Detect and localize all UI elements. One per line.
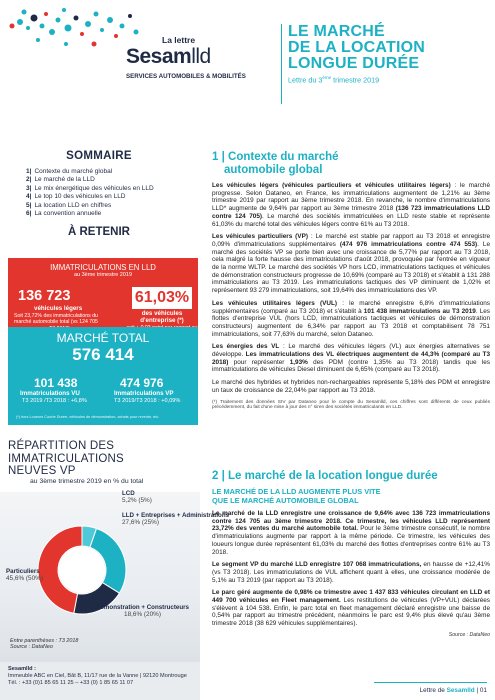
label-lcd: LCD 5,2% (5%) bbox=[122, 490, 152, 504]
marche-total-box bbox=[8, 327, 198, 425]
label-demonstration: Démonstration + Constructeurs 18,6% (20%) bbox=[96, 604, 189, 618]
paragraph: Le segment VP du marché LLD enregistre 107 068 immatriculations, en hausse de +12,41% (vs T3 2018). Les immatriculations de VUL affichent quant à elles, une croissance modérée de 5,1% au T3 2019 (par rapport au T3 2018). bbox=[212, 561, 490, 584]
section2-source: Source : DataNeo bbox=[448, 631, 490, 638]
vp-label: Immatriculations VP bbox=[114, 390, 174, 397]
paragraph: Le parc géré augmente de 0,98% ce trimestre avec 1 437 833 véhicules circulant en LLD et 449 700 véhicules en Fleet management. Les restitutions de véhicules (VP+VUL) déclarées s'élèvent à 104 538. Enfin, le parc total en fleet management déclaré enregistre une baisse de 0,54% par rapport au trimestre précédent, néanmoins le parc est 9,4% plus élevé qu'au 3ème trimestre 2018 (38 629 véhicules supplémentaires). bbox=[212, 589, 490, 628]
section1-title: 1 | Contexte du marché automobile global bbox=[212, 151, 339, 176]
paragraph: Les véhicules légers (véhicules particuliers et véhicules utilitaires légers) : le marché progresse. Selon Dataneo, en France, les immatriculations augmentent de 1,21% au 3ème trimestre 2019 par rapport au 3ème trimestre 2018. En revanche, le nombre d'immatriculations LLD* augmente de 9,64% par rapport au 3ème trimestre 2018 (136 723 immatriculations LLD contre 124 705). Le marché des sociétés immatriculées en LLD reste stable et représente 61,03% du marché total des véhicules légers contre 61% au T3 2018. bbox=[212, 182, 490, 228]
vl-label: véhicules légers bbox=[34, 305, 83, 312]
vl-desc: Soit 23,72% des immatriculations du marché automobile total (vs 124 705 bbox=[14, 313, 98, 326]
paragraph: Les énergies des VL : Le marché des véhicules légers (VL) aux énergies alternatives se développe. Les immatriculations des VL électriques augmentent de 44,3% (comparé au T3 2018) pour représenter 1,93% des PDM (contre 1,35% au T3 2018) tandis que les immatriculations de véhicules Diesel diminuent de 6,65% (comparé au T3 2018). bbox=[212, 343, 490, 374]
issue-label: Lettre du 3ème trimestre 2019 bbox=[288, 75, 380, 85]
immat-subtitle: au 3ème trimestre 2019 bbox=[73, 272, 133, 278]
section1-body bbox=[212, 182, 490, 395]
paragraph: Les véhicules particuliers (VP) : Le marché est stable par rapport au T3 2018 et enregistre 0,09% d'immatriculations supplémentaires (474 976 immatriculations contre 474 553). Le marché des sociétés VP se porte bien avec une croissance de 5,77% par rapport au T3 2018, cela malgré la forte hausse des immatriculations d'août 2018, provoquée par l'entrée en vigueur de la norme WLTP. Le marché des sociétés VP hors LCD, immatriculations tactiques et véhicules de démonstration constructeurs progresse de 10,69% (comparé au T3 2018) et s'établit à 131 288 immatriculations au T3 2019. Les immatriculations tactiques des VP diminuent de 1,02% et représentent 93 279 immatriculations, soit 19,64% des immatriculations des VP. bbox=[212, 233, 490, 295]
section2-title: 2 | Le marché de la location longue durée bbox=[212, 470, 438, 482]
repartition-subtitle: au 3ème trimestre 2019 en % du total bbox=[30, 478, 144, 485]
label-particuliers: Particuliers 45,6% (50%) bbox=[6, 568, 43, 582]
address-block bbox=[0, 662, 200, 700]
newsletter-title bbox=[288, 24, 488, 84]
logo-wordmark: Sesamlld bbox=[126, 45, 211, 68]
chart-source: Entre parenthèses : T3 2018 Source : DataNeo bbox=[10, 638, 79, 651]
paragraph: Le marché de la LLD enregistre une croissance de 9,64% avec 136 723 immatriculations contre 124 705 au 3ème trimestre 2018. Ce trimestre, les véhicules LLD représentent 23,72% des ventes du marché automobile total. Pour le 3ème trimestre consécutif, le nombre d'immatriculations augmente par rapport à la même période. Ce trimestre, les véhicules des loueurs longue durée représentent 61,03% du marché des flottes d'entreprises contre 61% au T3 2018. bbox=[212, 510, 490, 556]
vu-desc: T3 2019 /T3 2018 : +6,8% bbox=[22, 398, 87, 404]
title-line-1: LE MARCHÉ bbox=[288, 23, 385, 40]
donut-hole bbox=[59, 547, 105, 593]
vu-value: 101 438 bbox=[34, 376, 78, 390]
paragraph: Le marché des hybrides et hybrides non-rechargeables représente 5,18% des PDM et enregistre un taux de croissance de 22,04% par rapport au T3 2018. bbox=[212, 379, 490, 394]
pct-label: des véhicules d'entreprise (*) bbox=[140, 310, 184, 324]
address-line-1: Immeuble ABC en Ciel, Bât B, 11/17 rue de la Vanne | 92120 Montrouge bbox=[8, 673, 187, 679]
title-line-2: DE LA LOCATION bbox=[288, 39, 426, 56]
sommaire-item: 1| Contexte du marché global bbox=[26, 168, 113, 175]
immat-title: IMMATRICULATIONS EN LLD bbox=[50, 263, 156, 272]
sommaire-item: 6| La convention annuelle bbox=[26, 210, 102, 218]
retenir-heading: À RETENIR bbox=[68, 226, 130, 239]
sommaire-item: 4| Le top 10 des véhicules en LLD bbox=[26, 193, 126, 201]
vu-label: Immatriculations VU bbox=[20, 390, 80, 397]
label-lld: LLD + Entreprises + Administrations 27,6% (25%) bbox=[122, 512, 230, 526]
section-marche-lld bbox=[212, 470, 490, 638]
marche-title: MARCHÉ TOTAL bbox=[56, 331, 150, 345]
section2-subtitle: LE MARCHÉ DE LA LLD AUGMENTE PLUS VITE QUE LE MARCHÉ AUTOMOBILE GLOBAL bbox=[212, 487, 381, 505]
sommaire-item: 3| Le mix énergétique des véhicules en LLD bbox=[26, 184, 154, 192]
address-name: Sesamlld : bbox=[8, 666, 36, 672]
sommaire-heading: SOMMAIRE bbox=[66, 150, 132, 162]
address-line-2: Tél. : +33 (0)1 85 65 11 25 – +33 (0) 1 85 65 11 07 bbox=[8, 680, 134, 686]
page-header bbox=[0, 0, 495, 122]
vl-value: 136 723 bbox=[18, 288, 71, 304]
marche-footnote: (*) hors Loueurs Courte Durée, véhicules de démonstration, achats pour revente, etc. bbox=[16, 415, 160, 419]
section-contexte bbox=[212, 151, 490, 411]
dot-pattern-decoration bbox=[6, 4, 146, 54]
vp-desc: T3 2019/T3 2018 : +0,09% bbox=[114, 398, 181, 404]
page-footer: Lettre de Sesamlld | 01 bbox=[419, 687, 487, 694]
vp-value: 474 976 bbox=[120, 376, 164, 390]
section2-body bbox=[212, 510, 490, 628]
sommaire-list bbox=[26, 168, 198, 218]
sommaire-item: 5| La location LLD en chiffres bbox=[26, 201, 112, 209]
left-column bbox=[0, 150, 198, 238]
footer-divider bbox=[374, 682, 487, 683]
logo-tagline: SERVICES AUTOMOBILES & MOBILITÉS bbox=[126, 73, 246, 80]
paragraph: Les véhicules utilitaires légers (VUL) : le marché enregistre 6,8% d'immatriculations supplémentaires (comparé au T3 2018) et s'établit à 101 438 immatriculations au T3 2019. Les flottes d'entreprise VUL (hors LCD, immatriculations tactiques et véhicules de démonstration constructeurs) augmentent de 6,34% par rapport au T3 2018 et comptabilisent 78 751 immatriculations, soit 77,63% du marché, selon Dataneo. bbox=[212, 299, 490, 338]
title-line-3: LONGUE DURÉE bbox=[288, 55, 420, 72]
repartition-heading: RÉPARTITION DES IMMATRICULATIONS NEUVES VP bbox=[8, 440, 124, 477]
logo-lettre: La lettre bbox=[162, 35, 196, 45]
section1-footnote: (*) Traitement des données SIV par Dataneo pour le compte du Sesamlld, ces chiffres sont différents de ceux publiés précédemment, du fait d'une mise à jour des n° siren des sociétés immatriculants en LLD. bbox=[212, 399, 490, 411]
header-divider bbox=[281, 24, 282, 104]
sommaire-item: 2| Le marché de la LLD bbox=[26, 176, 95, 184]
pct-value: 61,03% bbox=[132, 287, 192, 309]
marche-value: 576 414 bbox=[72, 345, 134, 364]
